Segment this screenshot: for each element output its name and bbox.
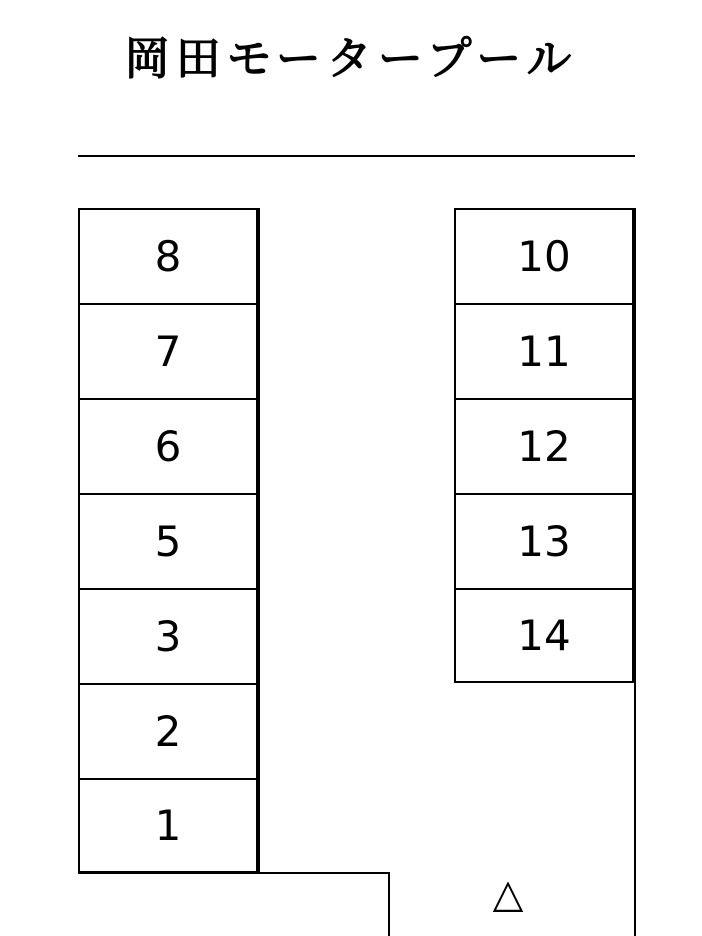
aisle-bottom-boundary <box>78 872 388 874</box>
parking-stall[interactable] <box>454 588 634 683</box>
parking-stall[interactable] <box>78 493 258 588</box>
parking-stall[interactable] <box>454 493 634 588</box>
stall-label: 11 <box>517 327 571 376</box>
parking-stall[interactable] <box>78 778 258 873</box>
stall-label: 8 <box>154 232 182 281</box>
stall-label: 7 <box>154 327 182 376</box>
parking-stall[interactable] <box>78 208 258 303</box>
title-divider <box>78 155 635 157</box>
page-title: 岡田モータープール <box>124 32 578 85</box>
stall-label: 6 <box>154 422 182 471</box>
parking-stall[interactable] <box>454 398 634 493</box>
lot-right-boundary <box>634 208 636 936</box>
left-stall-column <box>78 208 258 873</box>
parking-stall[interactable] <box>78 683 258 778</box>
stall-label: 5 <box>154 517 182 566</box>
entrance-triangle-icon: △ <box>492 871 524 917</box>
stall-label: 1 <box>154 801 182 850</box>
parking-stall[interactable] <box>78 588 258 683</box>
parking-stall[interactable] <box>454 303 634 398</box>
stall-label: 13 <box>517 517 571 566</box>
aisle-left-boundary <box>258 208 260 874</box>
parking-stall[interactable] <box>78 303 258 398</box>
parking-stall[interactable] <box>78 398 258 493</box>
aisle-right-boundary <box>388 872 390 936</box>
stall-label: 2 <box>154 707 182 756</box>
stall-label: 10 <box>517 232 571 281</box>
stall-label: 12 <box>517 422 571 471</box>
right-stall-column <box>454 208 634 683</box>
stall-label: 14 <box>517 611 571 660</box>
parking-stall[interactable] <box>454 208 634 303</box>
stall-label: 3 <box>154 612 182 661</box>
